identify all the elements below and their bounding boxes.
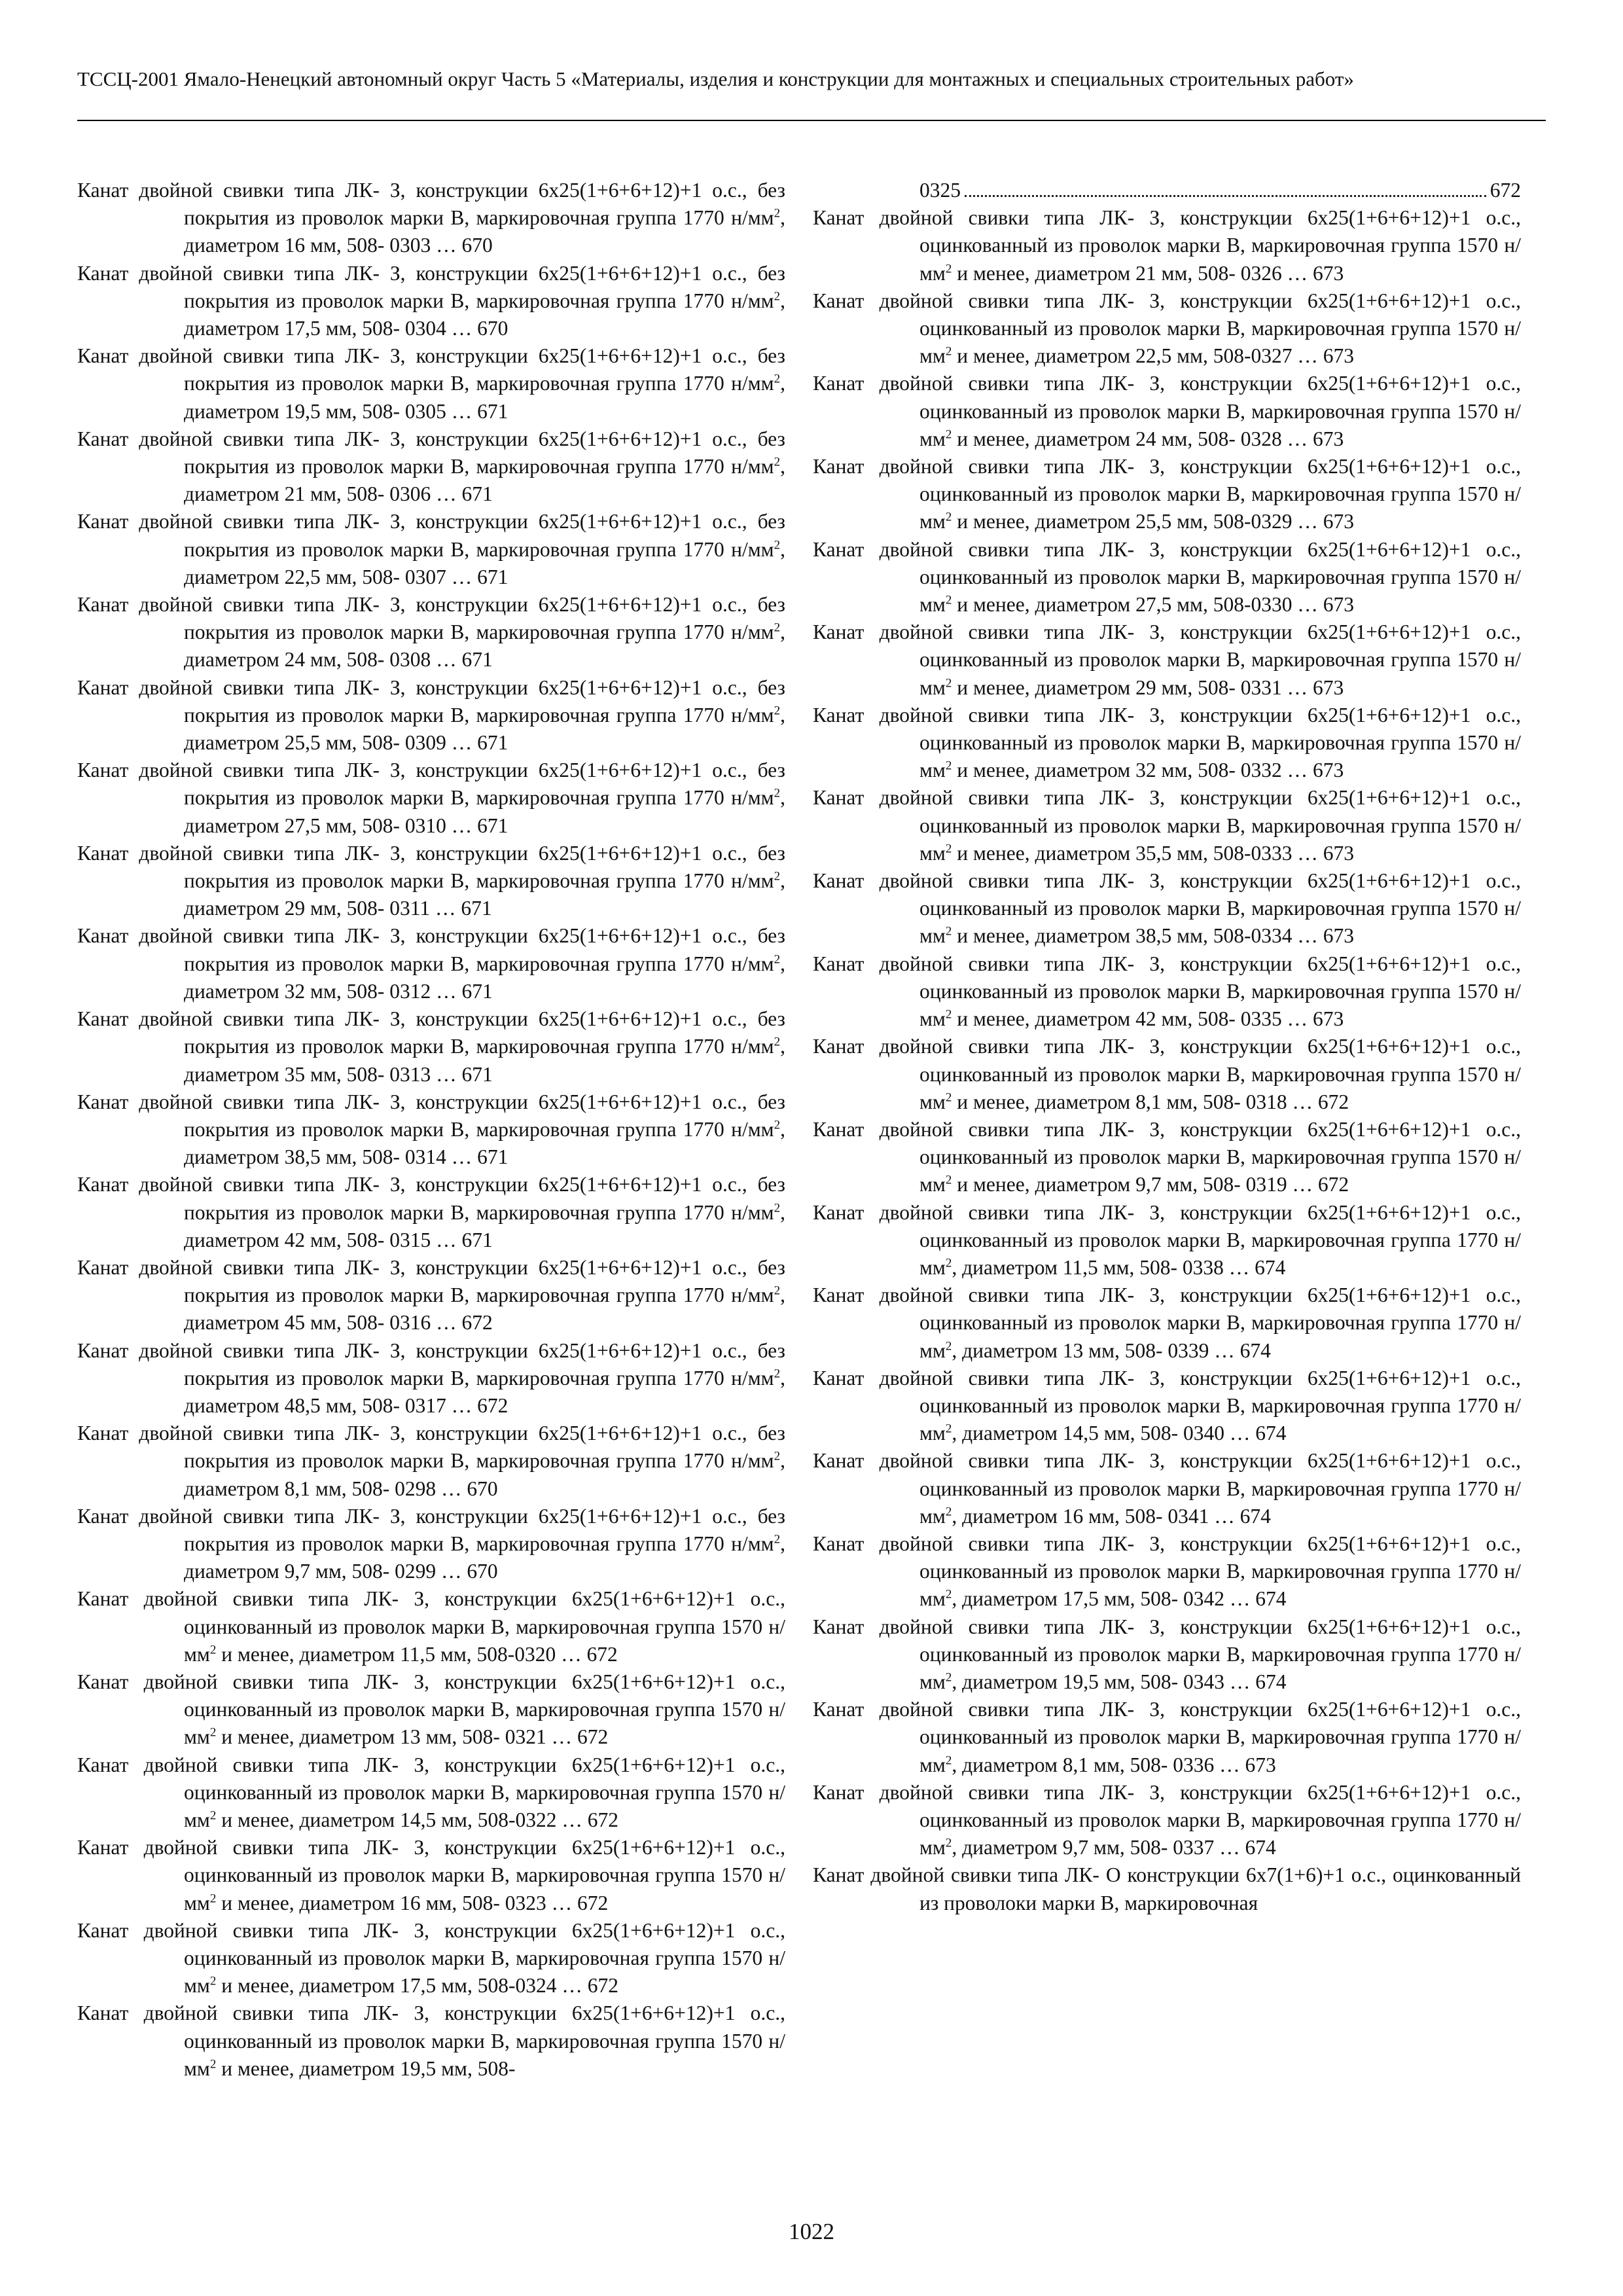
entry-page: 671 [461, 897, 492, 920]
index-entry: Канат двойной свивки типа ЛК- З, конструкции 6х25(1+6+6+12)+1 о.с., оцинкованный из проволок марки В, маркировочная группа 1570 $н/мм^2$ и менее, диаметром 14,5 мм, 508-0322 … 672 [77, 1753, 785, 1831]
superscript: 2 [774, 206, 781, 221]
running-header: ТССЦ-2001 Ямало-Ненецкий автономный округ Часть 5 «Материалы, изделия и конструкции для монтажных и специальных строительных работ» [77, 67, 1354, 90]
index-entry: Канат двойной свивки типа ЛК- З, конструкции 6х25(1+6+6+12)+1 о.с., без покрытия из проволок марки В, маркировочная группа 1770 $н/мм^2$, диаметром 32 мм, 508- 0312 … 671 [77, 924, 785, 1003]
superscript: 2 [945, 924, 952, 939]
entry-page: 671 [461, 1228, 493, 1251]
entry-page: 672 [577, 1725, 609, 1749]
entry-text: Канат двойной свивки типа ЛК- З, конструкции 6х25(1+6+6+12)+1 о.с., без покрытия из проволок марки В, маркировочная группа 1770 н/мм [77, 759, 785, 810]
entry-page: 674 [1245, 1836, 1276, 1859]
superscript: 2 [774, 620, 781, 635]
entry-text-tail: , диаметром 17,5 мм, 508- 0342 [952, 1587, 1224, 1611]
superscript: 2 [945, 1422, 952, 1436]
entry-text-tail: , диаметром 27,5 мм, 508- 0310 [184, 786, 785, 837]
entry-text-tail: , диаметром 16 мм, 508- 0341 [952, 1504, 1209, 1528]
index-entry: Канат двойной свивки типа ЛК- З, конструкции 6х25(1+6+6+12)+1 о.с., оцинкованный из проволок марки В, маркировочная группа 1570 $н/мм^2$ и менее, диаметром 8,1 мм, 508- 0318 … 672 [813, 1035, 1521, 1113]
entry-text-tail: и менее, диаметром 21 мм, 508- 0326 [952, 261, 1282, 285]
index-entry: Канат двойной свивки типа ЛК- З, конструкции 6х25(1+6+6+12)+1 о.с., оцинкованный из проволок марки В, маркировочная группа 1770 $н/мм^2$, диаметром 19,5 мм, 508- 0343 … 674 [813, 1615, 1521, 1693]
entry-page: 672 [587, 1974, 618, 1998]
entry-page: 673 [1323, 841, 1354, 865]
entry-page: 672 [586, 1642, 618, 1666]
index-entry: Канат двойной свивки типа ЛК- З, конструкции 6х25(1+6+6+12)+1 о.с., оцинкованный из проволок марки В, маркировочная группа 1770 $н/мм^2$, диаметром 9,7 мм, 508- 0337 … 674 [813, 1780, 1521, 1859]
entry-text: Канат двойной свивки типа ЛК- О конструкции 6х7(1+6)+1 о.с., оцинкованный из проволоки марки В, маркировочная [813, 1863, 1521, 1914]
entry-text: Канат двойной свивки типа ЛК- З, конструкции 6х25(1+6+6+12)+1 о.с., без покрытия из проволок марки В, маркировочная группа 1770 н/мм [77, 1255, 785, 1307]
entry-page: 673 [1323, 593, 1354, 617]
entry-page: 674 [1255, 1255, 1286, 1279]
entry-text-tail: и менее, диаметром 11,5 мм, 508-0320 [216, 1642, 556, 1666]
index-entry: Канат двойной свивки типа ЛК- З, конструкции 6х25(1+6+6+12)+1 о.с., без покрытия из проволок марки В, маркировочная группа 1770 $н/мм^2$, диаметром 38,5 мм, 508- 0314 … 671 [77, 1090, 785, 1169]
entry-text-tail: и менее, диаметром 29 мм, 508- 0331 [952, 675, 1282, 699]
superscript: 2 [945, 1007, 952, 1022]
entry-page: 671 [477, 814, 508, 837]
index-entry: Канат двойной свивки типа ЛК- З, конструкции 6х25(1+6+6+12)+1 о.с., оцинкованный из проволок марки В, маркировочная группа 1570 $н/мм^2$ и менее, диаметром 27,5 мм, 508-0330 … 673 [813, 537, 1521, 617]
index-entry: Канат двойной свивки типа ЛК- З, конструкции 6х25(1+6+6+12)+1 о.с., оцинкованный из проволок марки В, маркировочная группа 1770 $н/мм^2$, диаметром 11,5 мм, 508- 0338 … 674 [813, 1200, 1521, 1279]
entry-page: 672 [477, 1393, 508, 1417]
entry-text: Канат двойной свивки типа ЛК- З, конструкции 6х25(1+6+6+12)+1 о.с., оцинкованный из проволок марки В, маркировочная группа 1770 н/мм [813, 1532, 1521, 1611]
superscript: 2 [774, 1201, 781, 1215]
superscript: 2 [945, 1173, 952, 1187]
index-entry: Канат двойной свивки типа ЛК- З, конструкции 6х25(1+6+6+12)+1 о.с., оцинкованный из проволок марки В, маркировочная группа 1570 $н/мм^2$ и менее, диаметром 32 мм, 508- 0332 … 673 [813, 703, 1521, 782]
entry-text-tail: , диаметром 29 мм, 508- 0311 [184, 869, 785, 920]
entry-text-tail: , диаметром 19,5 мм, 508- 0305 [184, 372, 785, 423]
index-entry: Канат двойной свивки типа ЛК- З, конструкции 6х25(1+6+6+12)+1 о.с., без покрытия из проволок марки В, маркировочная группа 1770 $н/мм^2$, диаметром 42 мм, 508- 0315 … 671 [77, 1173, 785, 1251]
entry-text: Канат двойной свивки типа ЛК- З, конструкции 6х25(1+6+6+12)+1 о.с., без покрытия из проволок марки В, маркировочная группа 1770 н/мм [77, 1090, 785, 1141]
superscript: 2 [945, 427, 952, 442]
index-entry: Канат двойной свивки типа ЛК- З, конструкции 6х25(1+6+6+12)+1 о.с., оцинкованный из проволок марки В, маркировочная группа 1570 $н/мм^2$ и менее, диаметром 29 мм, 508- 0331 … 673 [813, 620, 1521, 699]
index-entry: Канат двойной свивки типа ЛК- З, конструкции 6х25(1+6+6+12)+1 о.с., без покрытия из проволок марки В, маркировочная группа 1770 $н/мм^2$, диаметром 24 мм, 508- 0308 … 671 [77, 593, 785, 672]
entry-text-tail: и менее, диаметром 13 мм, 508- 0321 [216, 1725, 546, 1749]
superscript: 2 [774, 786, 781, 800]
index-entry: Канат двойной свивки типа ЛК- З, конструкции 6х25(1+6+6+12)+1 о.с., оцинкованный из проволок марки В, маркировочная группа 1570 $н/мм^2$ и менее, диаметром 21 мм, 508- 0326 … 673 [813, 206, 1521, 285]
entry-text: Канат двойной свивки типа ЛК- З, конструкции 6х25(1+6+6+12)+1 о.с., оцинкованный из проволок марки В, маркировочная группа 1770 н/мм [813, 1780, 1521, 1859]
entry-page: 672 [1489, 179, 1521, 202]
entry-page: 670 [467, 1477, 498, 1500]
entry-text: Канат двойной свивки типа ЛК- З, конструкции 6х25(1+6+6+12)+1 о.с., без покрытия из проволок марки В, маркировочная группа 1770 н/мм [77, 1504, 785, 1555]
superscript: 2 [774, 455, 781, 469]
entry-text-tail: и менее, диаметром 24 мм, 508- 0328 [952, 427, 1282, 450]
index-entry: Канат двойной свивки типа ЛК- З, конструкции 6х25(1+6+6+12)+1 о.с., оцинкованный из проволок марки В, маркировочная группа 1570 $н/мм^2$ и менее, диаметром 24 мм, 508- 0328 … 673 [813, 372, 1521, 450]
index-entry: Канат двойной свивки типа ЛК- З, конструкции 6х25(1+6+6+12)+1 о.с., оцинкованный из проволок марки В, маркировочная группа 1570 $н/мм^2$ и менее, диаметром 42 мм, 508- 0335 … 673 [813, 952, 1521, 1031]
index-entry: Канат двойной свивки типа ЛК- З, конструкции 6х25(1+6+6+12)+1 о.с., оцинкованный из проволок марки В, маркировочная группа 1570 $н/мм^2$ и менее, диаметром 22,5 мм, 508-0327 … 673 [813, 289, 1521, 368]
entry-page: 674 [1255, 1670, 1287, 1693]
superscript: 2 [945, 759, 952, 773]
entry-text: Канат двойной свивки типа ЛК- З, конструкции 6х25(1+6+6+12)+1 о.с., без покрытия из проволок марки В, маркировочная группа 1770 н/мм [77, 261, 785, 312]
entry-page: 673 [1312, 1007, 1344, 1031]
entry-page: 674 [1240, 1504, 1271, 1528]
entry-page: 672 [577, 1891, 609, 1914]
index-entry: Канат двойной свивки типа ЛК- З, конструкции 6х25(1+6+6+12)+1 о.с., оцинкованный из проволок марки В, маркировочная группа 1570 $н/мм^2$ и менее, диаметром 35,5 мм, 508-0333 … 673 [813, 786, 1521, 865]
superscript: 2 [774, 1449, 781, 1463]
index-entry: Канат двойной свивки типа ЛК- З, конструкции 6х25(1+6+6+12)+1 о.с., без покрытия из проволок марки В, маркировочная группа 1770 $н/мм^2$, диаметром 17,5 мм, 508- 0304 … 670 [77, 261, 785, 340]
entry-text: Канат двойной свивки типа ЛК- З, конструкции 6х25(1+6+6+12)+1 о.с., оцинкованный из проволок марки В, маркировочная группа 1570 н/мм [77, 1918, 785, 1998]
index-entry: Канат двойной свивки типа ЛК- З, конструкции 6х25(1+6+6+12)+1 о.с., оцинкованный из проволок марки В, маркировочная группа 1570 $н/мм^2$ и менее, диаметром 13 мм, 508- 0321 … 672 [77, 1670, 785, 1749]
superscript: 2 [945, 842, 952, 856]
entry-text-tail: и менее, диаметром 17,5 мм, 508-0324 [216, 1974, 557, 1998]
index-entry: Канат двойной свивки типа ЛК- З, конструкции 6х25(1+6+6+12)+1 о.с., оцинкованный из проволок марки В, маркировочная группа 1570 $н/мм^2$ и менее, диаметром 11,5 мм, 508-0320 … 672 [77, 1587, 785, 1666]
superscript: 2 [774, 538, 781, 552]
entry-page: 671 [477, 399, 508, 423]
entry-text-tail: , диаметром 9,7 мм, 508- 0299 [184, 1532, 785, 1583]
entry-text: Канат двойной свивки типа ЛК- З, конструкции 6х25(1+6+6+12)+1 о.с., оцинкованный из проволок марки В, маркировочная группа 1570 н/мм [77, 1587, 785, 1666]
left-column [77, 177, 785, 2083]
superscript: 2 [945, 1505, 952, 1519]
entry-text: Канат двойной свивки типа ЛК- З, конструкции 6х25(1+6+6+12)+1 о.с., оцинкованный из проволок марки В, маркировочная группа 1570 н/мм [813, 869, 1521, 948]
entry-page: 671 [461, 648, 493, 672]
entry-text: Канат двойной свивки типа ЛК- З, конструкции 6х25(1+6+6+12)+1 о.с., оцинкованный из проволок марки В, маркировочная группа 1570 н/мм [813, 455, 1521, 533]
entry-text: Канат двойной свивки типа ЛК- З, конструкции 6х25(1+6+6+12)+1 о.с., без покрытия из проволок марки В, маркировочная группа 1770 н/мм [77, 924, 785, 975]
entry-page: 670 [477, 317, 508, 340]
entry-text-tail: , диаметром 25,5 мм, 508- 0309 [184, 703, 785, 755]
superscript: 2 [209, 2057, 217, 2072]
index-entry: Канат двойной свивки типа ЛК- З, конструкции 6х25(1+6+6+12)+1 о.с., без покрытия из проволок марки В, маркировочная группа 1770 $н/мм^2$, диаметром 45 мм, 508- 0316 … 672 [77, 1255, 785, 1335]
entry-page: 673 [1312, 261, 1344, 285]
entry-text-tail: , диаметром 17,5 мм, 508- 0304 [184, 289, 785, 340]
entry-text-tail: и менее, диаметром 19,5 мм, 508- [216, 2056, 516, 2080]
entry-text: Канат двойной свивки типа ЛК- З, конструкции 6х25(1+6+6+12)+1 о.с., без покрытия из проволок марки В, маркировочная группа 1770 н/мм [77, 1422, 785, 1473]
entry-text-tail: , диаметром 8,1 мм, 508- 0298 [184, 1449, 785, 1500]
entry-text: Канат двойной свивки типа ЛК- З, конструкции 6х25(1+6+6+12)+1 о.с., оцинкованный из проволок марки В, маркировочная группа 1770 н/мм [813, 1615, 1521, 1693]
entry-page: 671 [477, 1145, 508, 1169]
superscript: 2 [945, 1339, 952, 1354]
superscript: 2 [774, 372, 781, 386]
superscript: 2 [945, 1256, 952, 1270]
entry-text-tail: и менее, диаметром 35,5 мм, 508-0333 [952, 841, 1293, 865]
entry-text: Канат двойной свивки типа ЛК- З, конструкции 6х25(1+6+6+12)+1 о.с., оцинкованный из проволок марки В, маркировочная группа 1570 н/мм [813, 786, 1521, 865]
entry-text: Канат двойной свивки типа ЛК- З, конструкции 6х25(1+6+6+12)+1 о.с., оцинкованный из проволок марки В, маркировочная группа 1770 н/мм [813, 1200, 1521, 1279]
superscript: 2 [774, 704, 781, 718]
entry-text: Канат двойной свивки типа ЛК- З, конструкции 6х25(1+6+6+12)+1 о.с., оцинкованный из проволок марки В, маркировочная группа 1770 н/мм [813, 1449, 1521, 1528]
index-entry: Канат двойной свивки типа ЛК- З, конструкции 6х25(1+6+6+12)+1 о.с., без покрытия из проволок марки В, маркировочная группа 1770 $н/мм^2$, диаметром 16 мм, 508- 0303 … 670 [77, 179, 785, 257]
superscript: 2 [945, 1587, 952, 1602]
superscript: 2 [209, 1892, 217, 1906]
superscript: 2 [945, 1753, 952, 1768]
entry-text: Канат двойной свивки типа ЛК- З, конструкции 6х25(1+6+6+12)+1 о.с., оцинкованный из проволок марки В, маркировочная группа 1570 н/мм [77, 1836, 785, 1914]
entry-page: 672 [1317, 1090, 1349, 1113]
entry-page: 673 [1312, 427, 1344, 450]
index-entry: Канат двойной свивки типа ЛК- З, конструкции 6х25(1+6+6+12)+1 о.с., без покрытия из проволок марки В, маркировочная группа 1770 $н/мм^2$, диаметром 48,5 мм, 508- 0317 … 672 [77, 1338, 785, 1417]
entry-text-tail: и менее, диаметром 14,5 мм, 508-0322 [216, 1808, 557, 1831]
entry-text-tail: , диаметром 22,5 мм, 508- 0307 [184, 537, 785, 588]
index-entry: Канат двойной свивки типа ЛК- З, конструкции 6х25(1+6+6+12)+1 о.с., без покрытия из проволок марки В, маркировочная группа 1770 $н/мм^2$, диаметром 35 мм, 508- 0313 … 671 [77, 1007, 785, 1086]
entry-text: Канат двойной свивки типа ЛК- З, конструкции 6х25(1+6+6+12)+1 о.с., оцинкованный из проволок марки В, маркировочная группа 1770 н/мм [813, 1698, 1521, 1776]
superscript: 2 [774, 1532, 781, 1547]
index-entry: Канат двойной свивки типа ЛК- З, конструкции 6х25(1+6+6+12)+1 о.с., оцинкованный из проволок марки В, маркировочная группа 1570 $н/мм^2$ и менее, диаметром 25,5 мм, 508-0329 … 673 [813, 455, 1521, 533]
index-entry: Канат двойной свивки типа ЛК- З, конструкции 6х25(1+6+6+12)+1 о.с., оцинкованный из проволок марки В, маркировочная группа 1770 $н/мм^2$, диаметром 14,5 мм, 508- 0340 … 674 [813, 1366, 1521, 1445]
entry-page: 674 [1240, 1338, 1271, 1362]
entry-text: Канат двойной свивки типа ЛК- З, конструкции 6х25(1+6+6+12)+1 о.с., без покрытия из проволок марки В, маркировочная группа 1770 н/мм [77, 179, 785, 230]
entry-text: Канат двойной свивки типа ЛК- З, конструкции 6х25(1+6+6+12)+1 о.с., оцинкованный из проволок марки В, маркировочная группа 1770 н/мм [813, 1283, 1521, 1362]
page-number: 1022 [789, 2219, 834, 2244]
entry-page: 672 [587, 1808, 618, 1831]
superscript: 2 [774, 1283, 781, 1298]
entry-text: Канат двойной свивки типа ЛК- З, конструкции 6х25(1+6+6+12)+1 о.с., без покрытия из проволок марки В, маркировочная группа 1770 н/мм [77, 593, 785, 644]
entry-page: 671 [477, 565, 508, 588]
superscript: 2 [945, 262, 952, 276]
entry-text: Канат двойной свивки типа ЛК- З, конструкции 6х25(1+6+6+12)+1 о.с., оцинкованный из проволок марки В, маркировочная группа 1570 н/мм [813, 1035, 1521, 1113]
entry-page: 673 [1312, 759, 1344, 782]
header-rule [77, 120, 1546, 121]
entry-page: 672 [461, 1311, 493, 1335]
entry-page: 671 [461, 979, 493, 1003]
entry-text: Канат двойной свивки типа ЛК- З, конструкции 6х25(1+6+6+12)+1 о.с., оцинкованный из проволок марки В, маркировочная группа 1570 н/мм [813, 372, 1521, 450]
entry-text: Канат двойной свивки типа ЛК- З, конструкции 6х25(1+6+6+12)+1 о.с., без покрытия из проволок марки В, маркировочная группа 1770 н/мм [77, 1338, 785, 1390]
index-entry: Канат двойной свивки типа ЛК- З, конструкции 6х25(1+6+6+12)+1 о.с., без покрытия из проволок марки В, маркировочная группа 1770 $н/мм^2$, диаметром 8,1 мм, 508- 0298 … 670 [77, 1422, 785, 1500]
superscript: 2 [774, 1367, 781, 1381]
entry-text-tail: и менее, диаметром 25,5 мм, 508-0329 [952, 510, 1293, 533]
entry-page: 674 [1255, 1422, 1287, 1445]
entry-text: Канат двойной свивки типа ЛК- З, конструкции 6х25(1+6+6+12)+1 о.с., без покрытия из проволок марки В, маркировочная группа 1770 н/мм [77, 675, 785, 726]
entry-page: 673 [1323, 344, 1354, 368]
entry-text-tail: и менее, диаметром 9,7 мм, 508- 0319 [952, 1173, 1287, 1196]
superscript: 2 [774, 1118, 781, 1132]
entry-text: Канат двойной свивки типа ЛК- З, конструкции 6х25(1+6+6+12)+1 о.с., оцинкованный из проволок марки В, маркировочная группа 1570 н/мм [813, 206, 1521, 285]
index-entry: Канат двойной свивки типа ЛК- З, конструкции 6х25(1+6+6+12)+1 о.с., без покрытия из проволок марки В, маркировочная группа 1770 $н/мм^2$, диаметром 21 мм, 508- 0306 … 671 [77, 427, 785, 506]
index-entry: Канат двойной свивки типа ЛК- З, конструкции 6х25(1+6+6+12)+1 о.с., без покрытия из проволок марки В, маркировочная группа 1770 $н/мм^2$, диаметром 29 мм, 508- 0311 … 671 [77, 841, 785, 920]
entry-text-tail: и менее, диаметром 32 мм, 508- 0332 [952, 759, 1282, 782]
entry-text: Канат двойной свивки типа ЛК- З, конструкции 6х25(1+6+6+12)+1 о.с., оцинкованный из проволок марки В, маркировочная группа 1570 н/мм [813, 289, 1521, 368]
entry-text: Канат двойной свивки типа ЛК- З, конструкции 6х25(1+6+6+12)+1 о.с., оцинкованный из проволок марки В, маркировочная группа 1570 н/мм [77, 1670, 785, 1749]
index-entry: Канат двойной свивки типа ЛК- З, конструкции 6х25(1+6+6+12)+1 о.с., оцинкованный из проволок марки В, маркировочная группа 1770 $н/мм^2$, диаметром 13 мм, 508- 0339 … 674 [813, 1283, 1521, 1362]
entry-page: 673 [1312, 675, 1344, 699]
superscript: 2 [209, 1974, 217, 1988]
superscript: 2 [945, 1836, 952, 1850]
entry-page: 670 [461, 234, 493, 257]
entry-text: Канат двойной свивки типа ЛК- З, конструкции 6х25(1+6+6+12)+1 о.с., оцинкованный из проволок марки В, маркировочная группа 1570 н/мм [77, 2001, 785, 2080]
entry-page: 674 [1255, 1587, 1287, 1611]
superscript: 2 [209, 1808, 217, 1823]
superscript: 2 [774, 869, 781, 884]
entry-page: 671 [461, 1062, 493, 1086]
entry-text: Канат двойной свивки типа ЛК- З, конструкции 6х25(1+6+6+12)+1 о.с., без покрытия из проволок марки В, маркировочная группа 1770 н/мм [77, 1007, 785, 1058]
entry-text-tail: , диаметром 42 мм, 508- 0315 [184, 1200, 785, 1251]
entry-text: Канат двойной свивки типа ЛК- З, конструкции 6х25(1+6+6+12)+1 о.с., без покрытия из проволок марки В, маркировочная группа 1770 н/мм [77, 1173, 785, 1224]
index-entry: Канат двойной свивки типа ЛК- З, конструкции 6х25(1+6+6+12)+1 о.с., оцинкованный из проволок марки В, маркировочная группа 1770 $н/мм^2$, диаметром 16 мм, 508- 0341 … 674 [813, 1449, 1521, 1528]
entry-text-tail: , диаметром 11,5 мм, 508- 0338 [952, 1255, 1224, 1279]
entry-text: Канат двойной свивки типа ЛК- З, конструкции 6х25(1+6+6+12)+1 о.с., оцинкованный из проволок марки В, маркировочная группа 1570 н/мм [813, 620, 1521, 699]
index-entry: Канат двойной свивки типа ЛК- З, конструкции 6х25(1+6+6+12)+1 о.с., без покрытия из проволок марки В, маркировочная группа 1770 $н/мм^2$, диаметром 9,7 мм, 508- 0299 … 670 [77, 1504, 785, 1583]
entry-text: Канат двойной свивки типа ЛК- З, конструкции 6х25(1+6+6+12)+1 о.с., оцинкованный из проволок марки В, маркировочная группа 1570 н/мм [813, 952, 1521, 1031]
superscript: 2 [945, 344, 952, 359]
entry-text-tail: , диаметром 32 мм, 508- 0312 [184, 952, 785, 1003]
entry-page: 671 [461, 482, 493, 506]
index-entry: Канат двойной свивки типа ЛК- З, конструкции 6х25(1+6+6+12)+1 о.с., без покрытия из проволок марки В, маркировочная группа 1770 $н/мм^2$, диаметром 27,5 мм, 508- 0310 … 671 [77, 759, 785, 837]
entry-text-tail: и менее, диаметром 16 мм, 508- 0323 [216, 1891, 546, 1914]
entry-text: Канат двойной свивки типа ЛК- З, конструкции 6х25(1+6+6+12)+1 о.с., оцинкованный из проволок марки В, маркировочная группа 1570 н/мм [813, 703, 1521, 782]
superscript: 2 [774, 289, 781, 304]
index-entry: Канат двойной свивки типа ЛК- З, конструкции 6х25(1+6+6+12)+1 о.с., оцинкованный из проволок марки В, маркировочная группа 1570 $н/мм^2$ и менее, диаметром 17,5 мм, 508-0324 … 672 [77, 1918, 785, 1998]
entry-text-tail: , диаметром 48,5 мм, 508- 0317 [184, 1366, 785, 1417]
entry-text-tail: и менее, диаметром 42 мм, 508- 0335 [952, 1007, 1282, 1031]
right-column [813, 177, 1521, 1917]
index-entry [813, 1861, 1521, 1916]
entry-text: Канат двойной свивки типа ЛК- З, конструкции 6х25(1+6+6+12)+1 о.с., без покрытия из проволок марки В, маркировочная группа 1770 н/мм [77, 841, 785, 893]
index-entry [77, 2000, 785, 2083]
entry-page: 670 [467, 1560, 498, 1583]
entry-text-tail: , диаметром 45 мм, 508- 0316 [184, 1283, 785, 1335]
entry-text: Канат двойной свивки типа ЛК- З, конструкции 6х25(1+6+6+12)+1 о.с., без покрытия из проволок марки В, маркировочная группа 1770 н/мм [77, 344, 785, 395]
entry-text-tail: , диаметром 13 мм, 508- 0339 [952, 1338, 1209, 1362]
superscript: 2 [945, 676, 952, 691]
index-entry: Канат двойной свивки типа ЛК- З, конструкции 6х25(1+6+6+12)+1 о.с., оцинкованный из проволок марки В, маркировочная группа 1770 $н/мм^2$, диаметром 17,5 мм, 508- 0342 … 674 [813, 1532, 1521, 1611]
index-entry: Канат двойной свивки типа ЛК- З, конструкции 6х25(1+6+6+12)+1 о.с., без покрытия из проволок марки В, маркировочная группа 1770 $н/мм^2$, диаметром 22,5 мм, 508- 0307 … 671 [77, 510, 785, 588]
entry-text-tail: , диаметром 35 мм, 508- 0313 [184, 1035, 785, 1086]
entry-text: Канат двойной свивки типа ЛК- З, конструкции 6х25(1+6+6+12)+1 о.с., оцинкованный из проволок марки В, маркировочная группа 1570 н/мм [813, 537, 1521, 617]
index-entry: Канат двойной свивки типа ЛК- З, конструкции 6х25(1+6+6+12)+1 о.с., оцинкованный из проволок марки В, маркировочная группа 1570 $н/мм^2$ и менее, диаметром 16 мм, 508- 0323 … 672 [77, 1836, 785, 1914]
entry-code: 0325 [919, 179, 961, 202]
entry-page: 672 [1317, 1173, 1349, 1196]
entry-text-tail: , диаметром 8,1 мм, 508- 0336 [952, 1753, 1215, 1776]
entry-text: Канат двойной свивки типа ЛК- З, конструкции 6х25(1+6+6+12)+1 о.с., оцинкованный из проволок марки В, маркировочная группа 1570 н/мм [813, 1117, 1521, 1196]
entry-text-tail: и менее, диаметром 38,5 мм, 508-0334 [952, 924, 1293, 948]
index-entry: Канат двойной свивки типа ЛК- З, конструкции 6х25(1+6+6+12)+1 о.с., без покрытия из проволок марки В, маркировочная группа 1770 $н/мм^2$, диаметром 25,5 мм, 508- 0309 … 671 [77, 675, 785, 755]
superscript: 2 [774, 952, 781, 967]
entry-text: Канат двойной свивки типа ЛК- З, конструкции 6х25(1+6+6+12)+1 о.с., оцинкованный из проволок марки В, маркировочная группа 1570 н/мм [77, 1753, 785, 1831]
superscript: 2 [945, 1090, 952, 1105]
continued-entry [813, 177, 1521, 204]
index-entry: Канат двойной свивки типа ЛК- З, конструкции 6х25(1+6+6+12)+1 о.с., без покрытия из проволок марки В, маркировочная группа 1770 $н/мм^2$, диаметром 19,5 мм, 508- 0305 … 671 [77, 344, 785, 423]
entry-text-tail: , диаметром 21 мм, 508- 0306 [184, 455, 785, 506]
entry-text-tail: , диаметром 9,7 мм, 508- 0337 [952, 1836, 1215, 1859]
entry-text: Канат двойной свивки типа ЛК- З, конструкции 6х25(1+6+6+12)+1 о.с., без покрытия из проволок марки В, маркировочная группа 1770 н/мм [77, 510, 785, 561]
entry-page: 673 [1323, 510, 1354, 533]
superscript: 2 [209, 1643, 217, 1657]
leader-dots [965, 195, 1486, 197]
entry-text-tail: и менее, диаметром 8,1 мм, 508- 0318 [952, 1090, 1287, 1113]
entry-text-tail: , диаметром 24 мм, 508- 0308 [184, 620, 785, 672]
entry-page: 673 [1323, 924, 1354, 948]
entry-page: 671 [477, 731, 508, 755]
entry-text-tail: , диаметром 16 мм, 508- 0303 [184, 206, 785, 257]
entry-text-tail: и менее, диаметром 27,5 мм, 508-0330 [952, 593, 1293, 617]
entry-text: Канат двойной свивки типа ЛК- З, конструкции 6х25(1+6+6+12)+1 о.с., оцинкованный из проволок марки В, маркировочная группа 1770 н/мм [813, 1366, 1521, 1445]
superscript: 2 [209, 1725, 217, 1740]
superscript: 2 [945, 593, 952, 607]
entry-text-tail: , диаметром 19,5 мм, 508- 0343 [952, 1670, 1224, 1693]
superscript: 2 [945, 510, 952, 524]
index-entry: Канат двойной свивки типа ЛК- З, конструкции 6х25(1+6+6+12)+1 о.с., оцинкованный из проволок марки В, маркировочная группа 1770 $н/мм^2$, диаметром 8,1 мм, 508- 0336 … 673 [813, 1698, 1521, 1776]
entry-text-tail: , диаметром 38,5 мм, 508- 0314 [184, 1117, 785, 1169]
index-entry: Канат двойной свивки типа ЛК- З, конструкции 6х25(1+6+6+12)+1 о.с., оцинкованный из проволок марки В, маркировочная группа 1570 $н/мм^2$ и менее, диаметром 9,7 мм, 508- 0319 … 672 [813, 1117, 1521, 1196]
entry-text: Канат двойной свивки типа ЛК- З, конструкции 6х25(1+6+6+12)+1 о.с., без покрытия из проволок марки В, маркировочная группа 1770 н/мм [77, 427, 785, 478]
superscript: 2 [774, 1035, 781, 1049]
entry-text-tail: и менее, диаметром 22,5 мм, 508-0327 [952, 344, 1293, 368]
superscript: 2 [945, 1670, 952, 1685]
entry-page: 673 [1245, 1753, 1276, 1776]
entry-text-tail: , диаметром 14,5 мм, 508- 0340 [952, 1422, 1224, 1445]
index-entry: Канат двойной свивки типа ЛК- З, конструкции 6х25(1+6+6+12)+1 о.с., оцинкованный из проволок марки В, маркировочная группа 1570 $н/мм^2$ и менее, диаметром 38,5 мм, 508-0334 … 673 [813, 869, 1521, 948]
